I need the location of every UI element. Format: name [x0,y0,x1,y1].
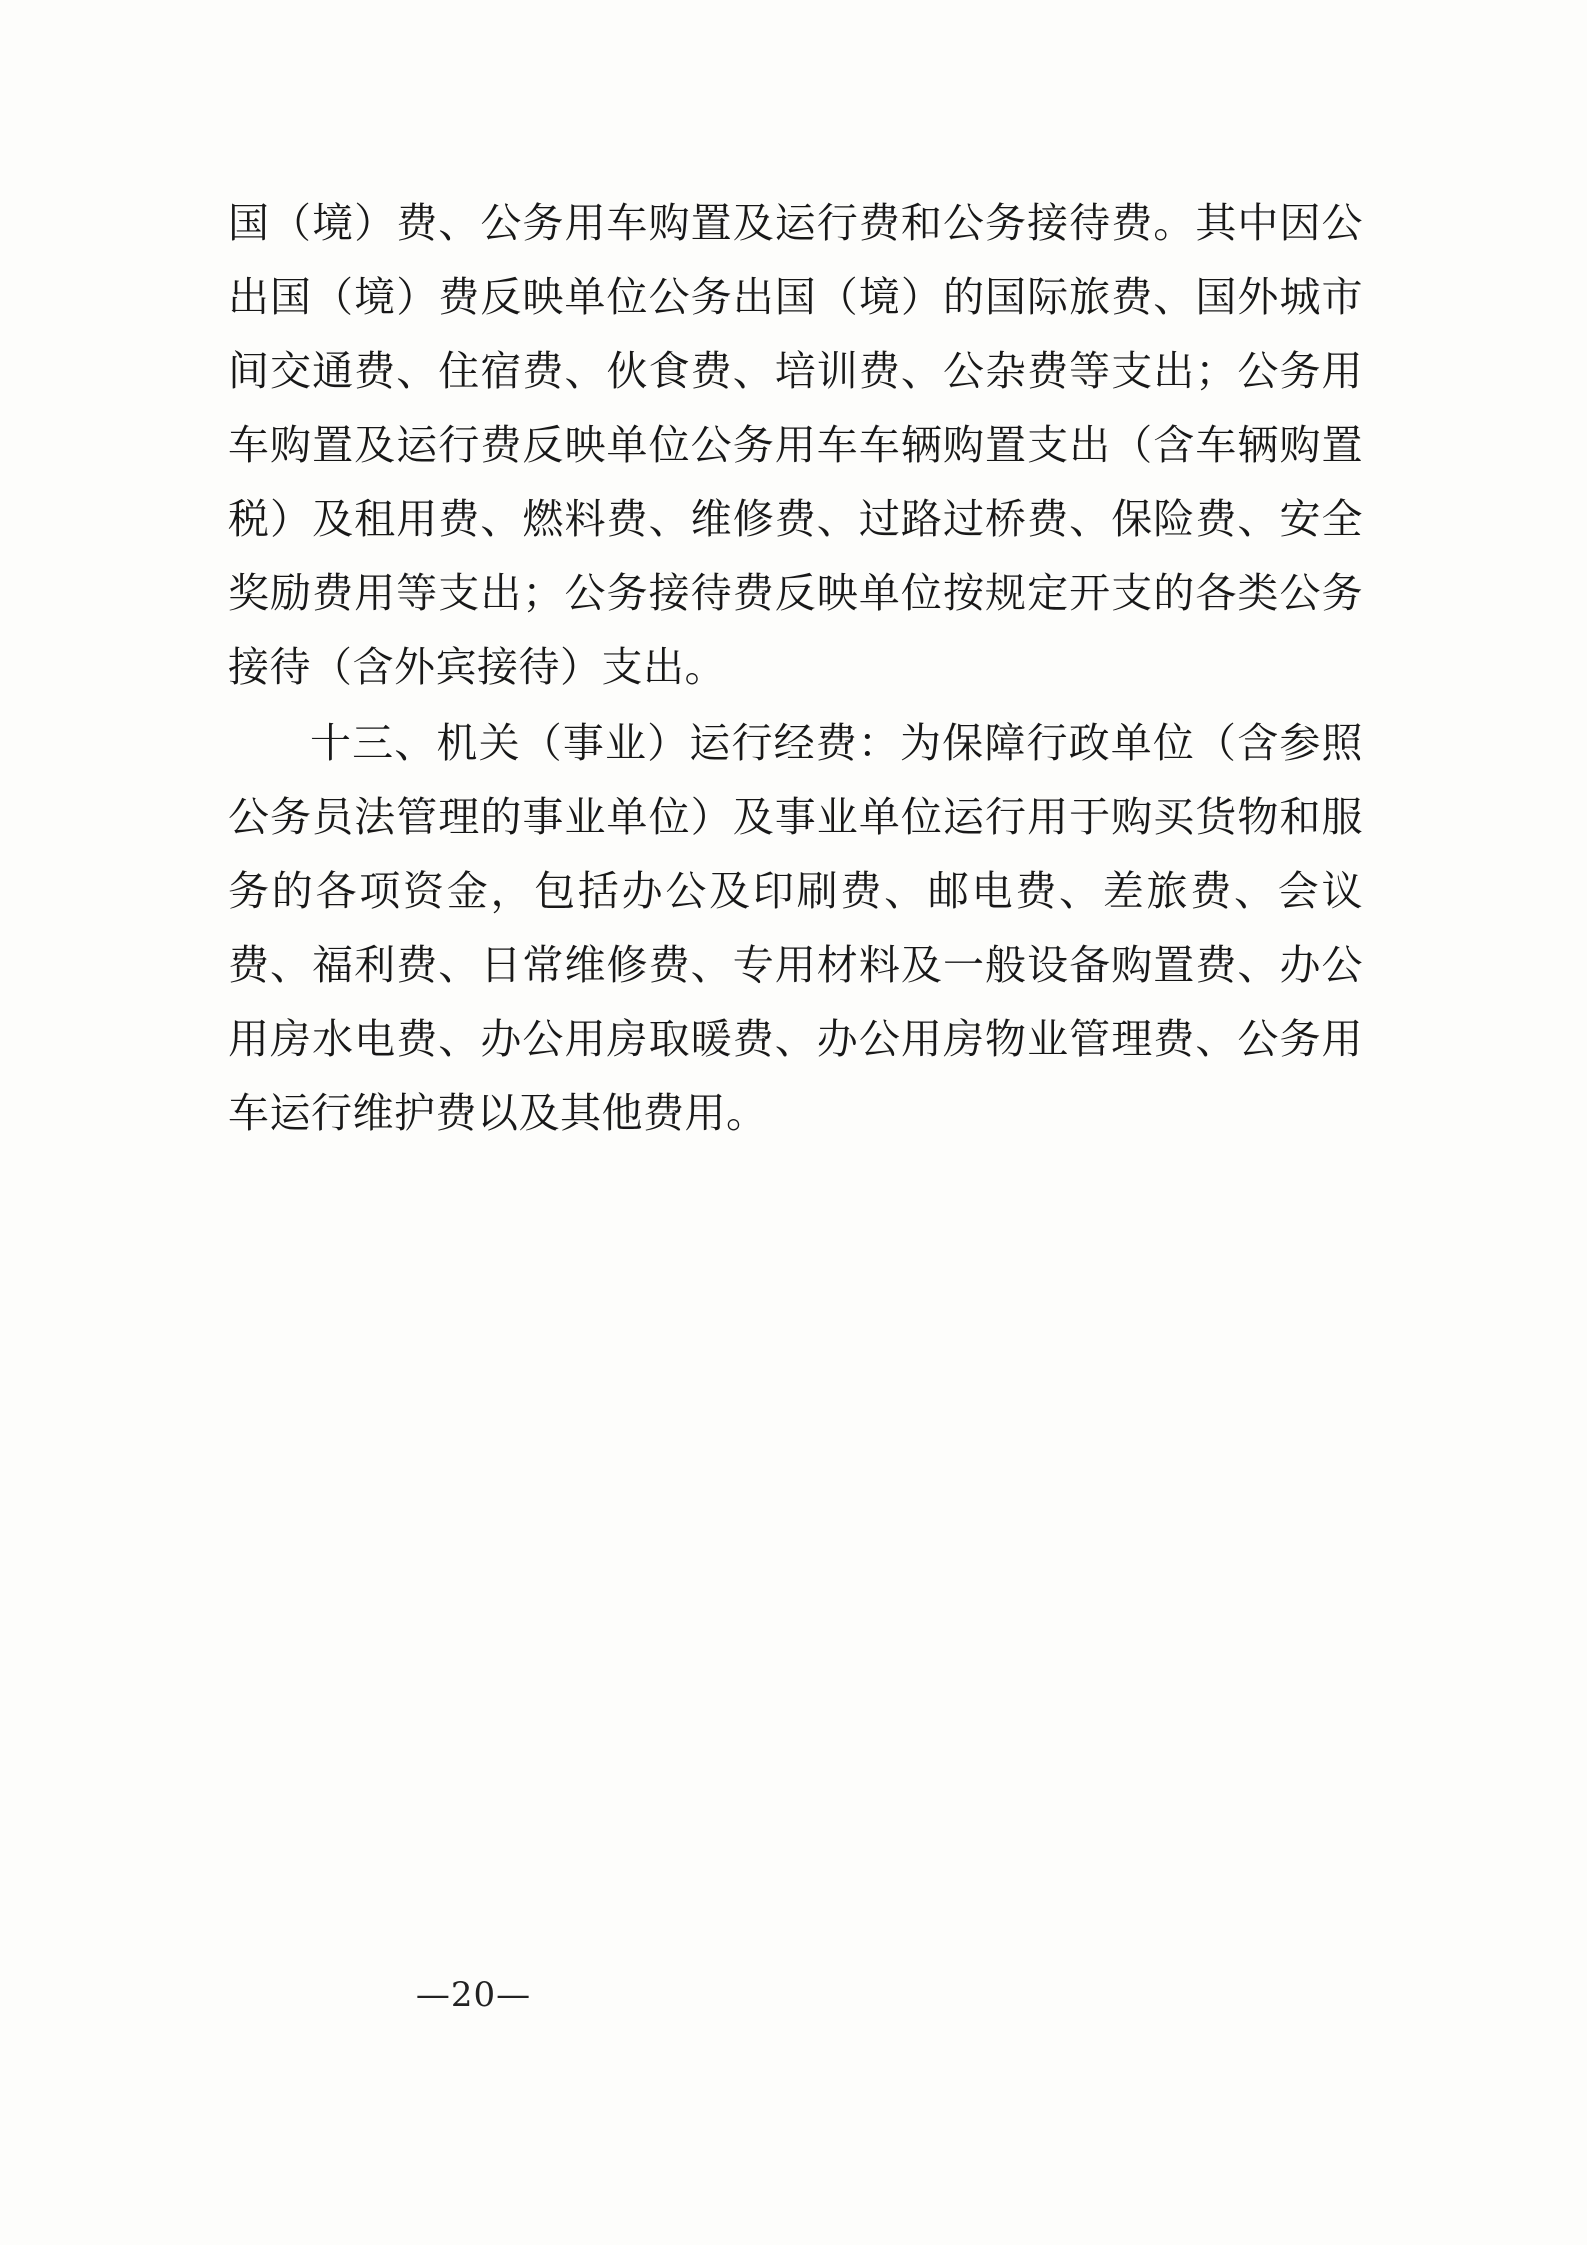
page-footer [0,1975,1587,2015]
paragraph-continued-expenses: 国（境）费、公务用车购置及运行费和公务接待费。其中因公出国（境）费反映单位公务出国（境）的国际旅费、国外城市间交通费、住宿费、伙食费、培训费、公杂费等支出；公务用车购置及运行费反映单位公务用车车辆购置支出（含车辆购置税）及租用费、燃料费、维修费、过路过桥费、保险费、安全奖励费用等支出；公务接待费反映单位按规定开支的各类公务接待（含外宾接待）支出。 [228,199,1363,691]
document-body [228,186,1363,1152]
page-number: —20— [415,1975,532,2015]
paragraph-item-13: 十三、机关（事业）运行经费：为保障行政单位（含参照公务员法管理的事业单位）及事业单位运行用于购买货物和服务的各项资金，包括办公及印刷费、邮电费、差旅费、会议费、福利费、日常维修费、专用材料及一般设备购置费、办公用房水电费、办公用房取暖费、办公用房物业管理费、公务用车运行维护费以及其他费用。 [228,719,1363,1137]
